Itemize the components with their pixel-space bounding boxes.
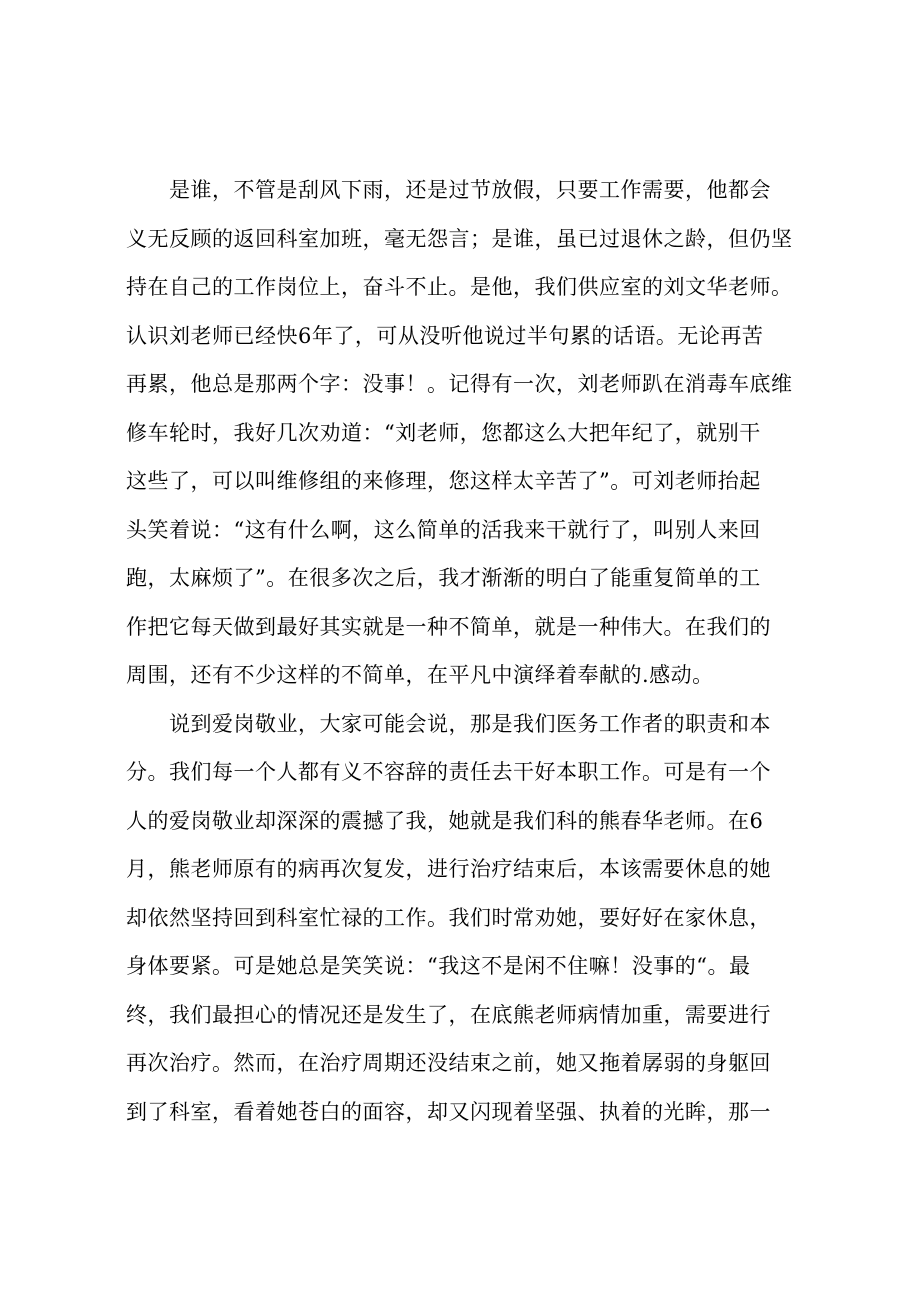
text-line: 到了科室，看着她苍白的面容，却又闪现着坚强、执着的光眸，那一	[126, 1099, 771, 1124]
text-line: 头笑着说：“这有什么啊，这么简单的活我来干就行了，叫别人来回	[126, 517, 761, 542]
text-line: 作把它每天做到最好其实就是一种不简单，就是一种伟大。在我们的	[126, 614, 771, 639]
text-line: 再次治疗。然而，在治疗周期还没结束之前，她又拖着孱弱的身躯回	[126, 1051, 771, 1075]
text-line: 人的爱岗敬业却深深的震撼了我，她就是我们科的熊春华老师。在6	[126, 808, 764, 833]
body-text	[126, 166, 846, 1136]
text-line: 周围，还有不少这样的不简单，在平凡中演绎着奉献的.感动。	[126, 663, 714, 687]
text-line: 说到爱岗敬业，大家可能会说，那是我们医务工作者的职责和本	[126, 711, 771, 736]
text-line: 义无反顾的返回科室加班，毫无怨言；是谁，虽已过退休之龄，但仍坚	[126, 226, 793, 251]
text-line: 修车轮时，我好几次劝道：“刘老师，您都这么大把年纪了，就别干	[126, 420, 761, 445]
text-line: 分。我们每一个人都有义不容辞的责任去干好本职工作。可是有一个	[126, 760, 771, 784]
text-line: 却依然坚持回到科室忙禄的工作。我们时常劝她，要好好在家休息，	[126, 905, 771, 930]
text-line: 身体要紧。可是她总是笑笑说：“我这不是闲不住嘛！没事的“。最	[126, 954, 751, 978]
text-line: 是谁，不管是刮风下雨，还是过节放假，只要工作需要，他都会	[126, 178, 771, 202]
text-line: 再累，他总是那两个字：没事！。记得有一次，刘老师趴在消毒车底维	[126, 372, 793, 396]
text-line: 这些了，可以叫维修组的来修理，您这样太辛苦了”。可刘老师抬起	[126, 469, 761, 493]
text-line: 终，我们最担心的情况还是发生了，在底熊老师病情加重，需要进行	[126, 1002, 771, 1027]
text-line: 月，熊老师原有的病再次复发，进行治疗结束后，本该需要休息的她	[126, 857, 771, 881]
text-line: 认识刘老师已经快6年了，可从没听他说过半句累的话语。无论再苦	[126, 323, 764, 348]
text-line: 跑，太麻烦了”。在很多次之后，我才渐渐的明白了能重复简单的工	[126, 566, 761, 590]
text-line: 持在自己的工作岗位上，奋斗不止。是他，我们供应室的刘文华老师。	[126, 275, 793, 299]
